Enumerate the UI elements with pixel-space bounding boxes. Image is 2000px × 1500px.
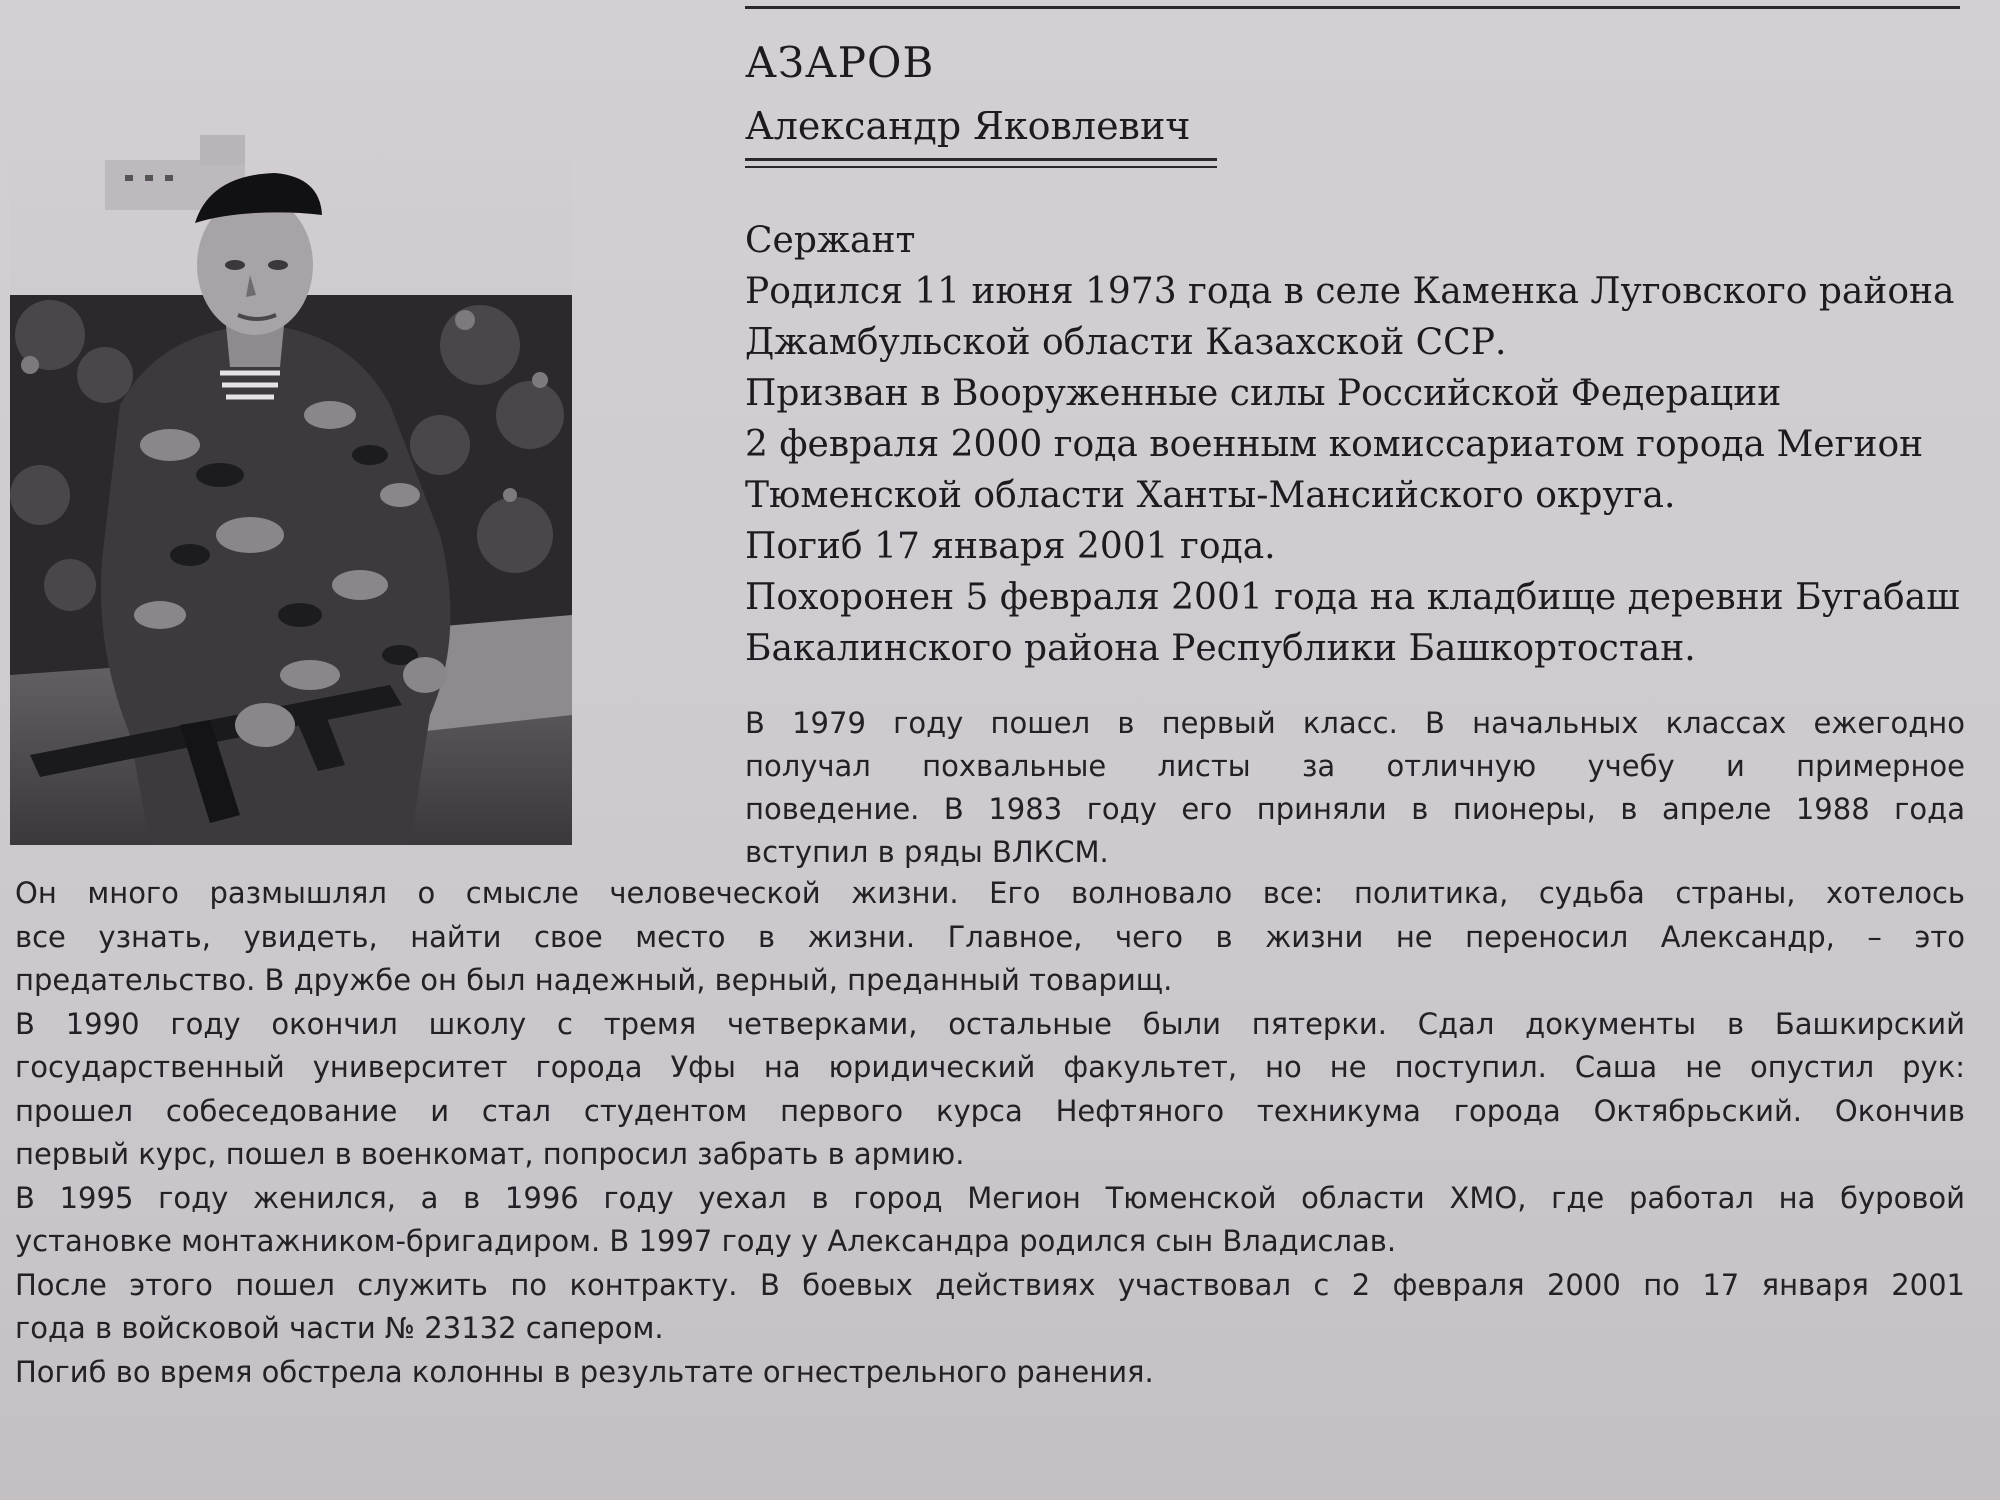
bio-line: Родился 11 июня 1973 года в селе Каменка Луговского района xyxy=(745,271,1955,312)
name-underline xyxy=(745,158,1217,161)
story-line: предательство. В дружбе он был надежный, верный, преданный товарищ. xyxy=(15,963,1173,997)
story-line: После этого пошел служить по контракту. В боевых действиях участвовал с 2 февраля 2000 по 17 января 2001 xyxy=(15,1267,1965,1302)
life-story-main xyxy=(15,872,1965,1394)
story-line: года в войсковой части № 23132 сапером. xyxy=(15,1311,664,1345)
bio-line: Похоронен 5 февраля 2001 года на кладбище деревни Бугабаш xyxy=(745,577,1960,618)
bio-line: Джамбульской области Казахской ССР. xyxy=(745,322,1507,363)
story-line: установке монтажником-бригадиром. В 1997 году у Александра родился сын Владислав. xyxy=(15,1224,1397,1258)
top-rule xyxy=(745,6,1960,9)
surname-heading: АЗАРОВ xyxy=(745,38,935,87)
story-line: Погиб во время обстрела колонны в результате огнестрельного ранения. xyxy=(15,1354,1154,1389)
biography-summary xyxy=(745,215,1970,674)
name-underline-second xyxy=(745,166,1217,168)
bio-line: Погиб 17 января 2001 года. xyxy=(745,526,1276,567)
story-line: поведение. В 1983 году его приняли в пионеры, в апреле 1988 года xyxy=(745,792,1965,826)
soldier-portrait-photo xyxy=(10,115,572,845)
story-line: получал похвальные листы за отличную учебу и примерное xyxy=(745,749,1965,783)
life-story-intro xyxy=(745,702,1965,874)
bio-line: Сержант xyxy=(745,220,916,261)
given-name-heading: Александр Яковлевич xyxy=(745,104,1191,148)
story-line: В 1990 году окончил школу с тремя четверками, остальные были пятерки. Сдал документы в Башкирский xyxy=(15,1006,1965,1041)
story-line: В 1979 году пошел в первый класс. В начальных классах ежегодно xyxy=(745,706,1965,740)
story-line: В 1995 году женился, а в 1996 году уехал в город Мегион Тюменской области ХМО, где работал на буровой xyxy=(15,1180,1965,1215)
bio-line: Бакалинского района Республики Башкортостан. xyxy=(745,628,1696,669)
story-line: прошел собеседование и стал студентом первого курса Нефтяного техникума города Октябрьский. Окончив xyxy=(15,1093,1965,1128)
story-line: первый курс, пошел в военкомат, попросил забрать в армию. xyxy=(15,1137,965,1171)
bio-line: Тюменской области Ханты-Мансийского округа. xyxy=(745,475,1676,516)
story-line: вступил в ряды ВЛКСМ. xyxy=(745,835,1109,869)
story-line: государственный университет города Уфы на юридический факультет, но не поступил. Саша не опустил рук: xyxy=(15,1050,1965,1084)
story-line: все узнать, увидеть, найти свое место в жизни. Главное, чего в жизни не переносил Александр, – это xyxy=(15,919,1965,954)
story-line: Он много размышлял о смысле человеческой жизни. Его волновало все: политика, судьба страны, хотелось xyxy=(15,876,1965,910)
bio-line: Призван в Вооруженные силы Российской Федерации xyxy=(745,373,1782,414)
bio-line: 2 февраля 2000 года военным комиссариатом города Мегион xyxy=(745,424,1924,465)
